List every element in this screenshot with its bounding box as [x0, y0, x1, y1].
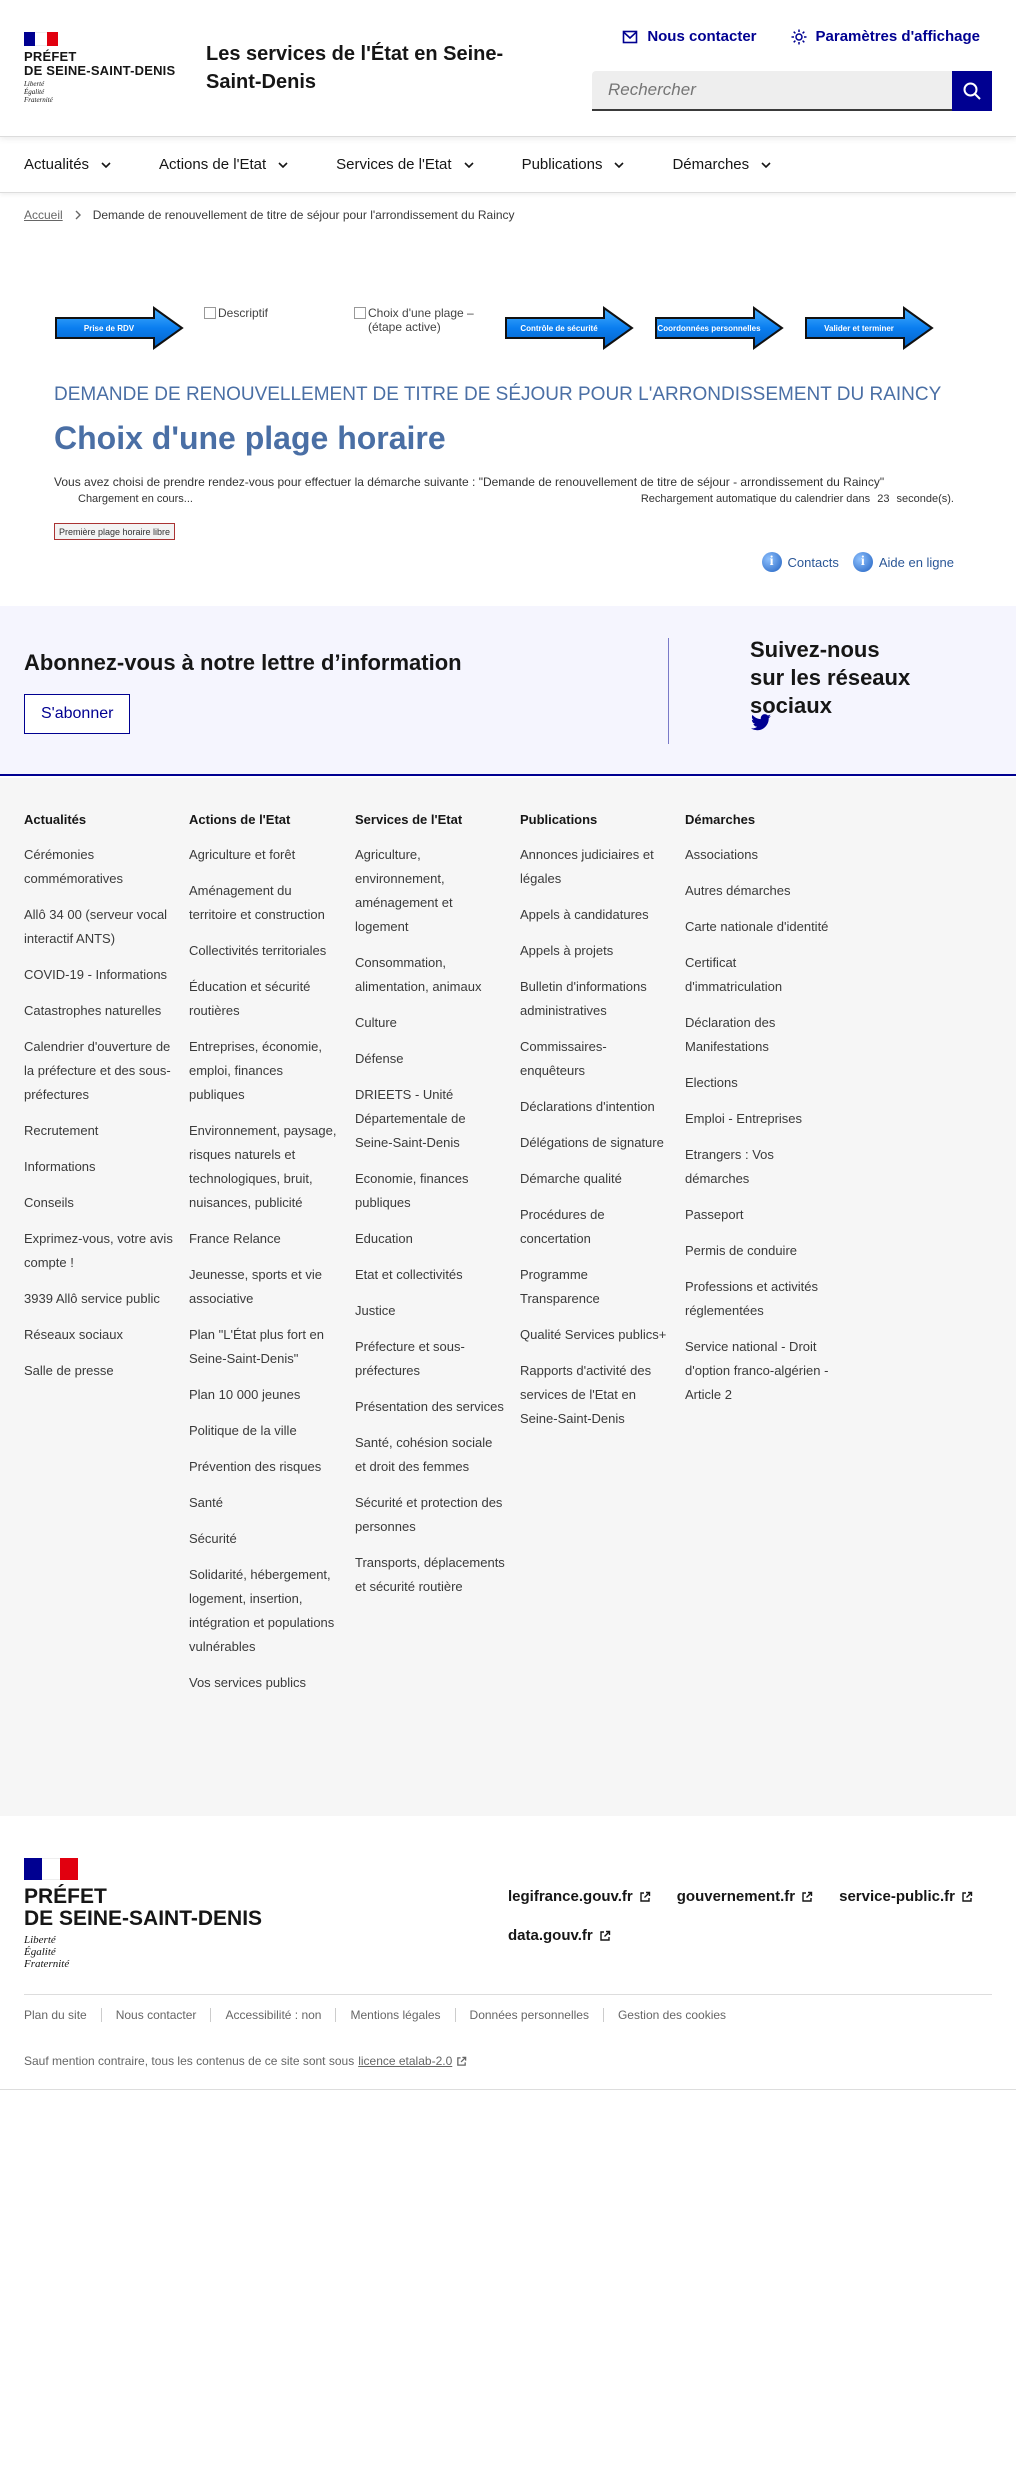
external-link-service-public[interactable] — [839, 1888, 973, 1905]
footer-link[interactable]: Salle de presse — [24, 1363, 114, 1378]
external-link-icon — [599, 1930, 611, 1942]
social-title-line2: sur les réseaux sociaux — [750, 665, 911, 718]
external-link-icon — [801, 1891, 813, 1903]
footer-link[interactable]: Déclaration des Manifestations — [685, 1015, 776, 1054]
rdv-description: Vous avez choisi de prendre rendez-vous pour effectuer la démarche suivante : "Demande de renouvellement de titre de séjour - arrondissement du Raincy" — [54, 475, 885, 489]
nav-item-actualites[interactable] — [24, 137, 111, 192]
legal-links — [24, 2008, 754, 2022]
info-icon: i — [853, 552, 873, 572]
external-link-label: legifrance.gouv.fr — [508, 1888, 633, 1905]
footer-link[interactable]: Justice — [355, 1303, 396, 1318]
footer-link[interactable]: Consommation, alimentation, animaux — [355, 955, 482, 994]
site-header — [0, 0, 1016, 137]
footer-link[interactable]: Bulletin d'informations administratives — [520, 979, 647, 1018]
site-name[interactable]: Les services de l'État en Seine-Saint-Denis — [206, 43, 504, 93]
footer-link[interactable]: COVID-19 - Informations — [24, 967, 168, 982]
search-bar — [592, 71, 992, 111]
footer-column-title: Actions de l'Etat — [189, 812, 291, 827]
chevron-down-icon — [101, 162, 111, 168]
newsletter-title: Abonnez-vous à notre lettre d’information — [24, 650, 462, 675]
nav-item-services[interactable] — [336, 137, 473, 192]
reload-prefix: Rechargement automatique du calendrier dans — [640, 493, 871, 505]
french-flag-icon — [24, 1858, 78, 1880]
footer-motto-liberte: Liberté — [24, 1934, 56, 1946]
legal-link-plan-du-site[interactable]: Plan du site — [24, 2008, 102, 2022]
external-link-label: service-public.fr — [839, 1888, 955, 1905]
footer-column-actualites — [24, 812, 174, 1395]
footer-link[interactable]: Calendrier d'ouverture de la préfecture et des sous-préfectures — [24, 1039, 171, 1102]
nav-label: Démarches — [672, 156, 750, 173]
first-slot-button[interactable]: Première plage horaire libre — [54, 523, 175, 540]
footer-links — [0, 778, 1016, 1816]
footer-link[interactable]: Professions et activités réglementées — [685, 1279, 818, 1318]
step-prise-rdv — [54, 306, 184, 350]
breadcrumb-current: Demande de renouvellement de titre de séjour pour l'arrondissement du Raincy — [92, 208, 515, 222]
divider — [668, 638, 669, 744]
footer-link[interactable]: Vos services publics — [189, 1675, 307, 1690]
legal-link-accessibilite[interactable]: Accessibilité : non — [225, 2008, 336, 2022]
breadcrumb — [24, 208, 515, 222]
nav-label: Services de l'Etat — [336, 156, 452, 173]
search-input[interactable] — [592, 71, 952, 111]
footer-link[interactable]: Sécurité — [189, 1531, 237, 1546]
subscribe-button[interactable]: S'abonner — [24, 694, 130, 734]
breadcrumb-home[interactable]: Accueil — [24, 208, 63, 222]
social-title — [750, 636, 990, 720]
external-link-icon — [456, 2056, 467, 2067]
step-label: Coordonnées personnelles — [657, 323, 761, 333]
search-button[interactable] — [952, 71, 992, 111]
footer-link[interactable]: Appels à projets — [520, 943, 614, 958]
footer-link[interactable]: Informations — [24, 1159, 96, 1174]
footer-link[interactable]: Certificat d'immatriculation — [685, 955, 783, 994]
main-nav — [0, 137, 1016, 193]
footer-link[interactable]: Programme Transparence — [520, 1267, 600, 1306]
legal-link-contact[interactable]: Nous contacter — [116, 2008, 212, 2022]
external-links — [508, 1888, 988, 1944]
licence-notice — [24, 2054, 467, 2068]
footer-link[interactable]: Agriculture, environnement, aménagement et logement — [355, 847, 453, 934]
nav-label: Publications — [521, 156, 603, 173]
nav-label: Actualités — [24, 156, 90, 173]
help-label: Aide en ligne — [878, 554, 954, 570]
help-links — [762, 552, 954, 572]
footer-link[interactable]: Allô 34 00 (serveur vocal interactif ANTS) — [24, 907, 168, 946]
chevron-down-icon — [761, 162, 771, 168]
loading-text: Chargement en cours... — [78, 493, 193, 505]
footer-link[interactable]: Permis de conduire — [685, 1243, 797, 1258]
footer-column-services — [355, 812, 505, 1611]
divider — [24, 1994, 992, 1995]
footer-column-title: Publications — [520, 812, 598, 827]
footer-link[interactable]: Culture — [355, 1015, 397, 1030]
footer-link[interactable]: 3939 Allô service public — [24, 1291, 160, 1306]
footer-link[interactable]: Commissaires-enquêteurs — [520, 1039, 607, 1078]
footer-link[interactable]: Préfecture et sous-préfectures — [355, 1339, 465, 1378]
footer-link[interactable]: Santé — [189, 1495, 223, 1510]
footer-logo-line2: DE SEINE-SAINT-DENIS — [24, 1907, 263, 1930]
footer-link[interactable]: Santé, cohésion sociale et droit des femmes — [355, 1435, 493, 1474]
nav-item-demarches[interactable] — [672, 137, 771, 192]
legal-link-donnees[interactable]: Données personnelles — [470, 2008, 604, 2022]
info-icon: i — [762, 552, 782, 572]
footer-link[interactable]: France Relance — [189, 1231, 281, 1246]
footer-link[interactable]: Politique de la ville — [189, 1423, 297, 1438]
step-coordonnees — [654, 306, 784, 350]
footer-link[interactable]: Economie, finances publiques — [355, 1171, 469, 1210]
chevron-down-icon — [614, 162, 624, 168]
newsletter-section — [0, 606, 1016, 776]
broken-image-icon — [354, 307, 366, 319]
footer-link[interactable]: Entreprises, économie, emploi, finances publiques — [189, 1039, 322, 1102]
step-label: Prise de RDV — [83, 323, 135, 333]
twitter-link[interactable] — [750, 714, 772, 737]
footer-link[interactable]: Conseils — [24, 1195, 74, 1210]
contacts-link[interactable] — [762, 552, 839, 572]
footer-link[interactable]: Annonces judiciaires et légales — [520, 847, 654, 886]
legal-link-mentions[interactable]: Mentions légales — [350, 2008, 455, 2022]
footer-link[interactable]: Procédures de concertation — [520, 1207, 605, 1246]
footer-link[interactable]: Aménagement du territoire et construction — [189, 883, 325, 922]
footer-link[interactable]: Exprimez-vous, votre avis compte ! — [24, 1231, 173, 1270]
twitter-icon — [750, 714, 772, 732]
footer-logo-line1: PRÉFET — [24, 1885, 107, 1908]
footer-link[interactable]: Qualité Services publics+ — [520, 1327, 667, 1342]
reload-countdown — [641, 493, 954, 505]
footer-column-demarches — [685, 812, 835, 1419]
footer-link[interactable]: Réseaux sociaux — [24, 1327, 123, 1342]
logo[interactable] — [24, 32, 179, 104]
search-icon — [962, 81, 982, 101]
external-link-label: data.gouv.fr — [508, 1927, 593, 1944]
nav-item-publications[interactable] — [522, 137, 625, 192]
social-title-line1: Suivez-nous — [750, 637, 880, 662]
external-link-label: gouvernement.fr — [676, 1888, 796, 1905]
logo-motto-liberte: Liberté — [24, 80, 45, 88]
footer-link[interactable]: Elections — [685, 1075, 738, 1090]
logo-title-line1: PRÉFET — [24, 49, 77, 64]
reload-suffix: seconde(s). — [896, 493, 954, 505]
footer-link[interactable]: Prévention des risques — [189, 1459, 322, 1474]
footer-column-publications — [520, 812, 670, 1443]
footer-link[interactable]: Autres démarches — [685, 883, 791, 898]
footer-link[interactable]: Présentation des services — [355, 1399, 504, 1414]
external-link-gouvernement[interactable] — [677, 1888, 813, 1905]
header-tools — [622, 28, 980, 45]
footer-column-title: Démarches — [685, 812, 756, 827]
external-link-icon — [639, 1891, 651, 1903]
footer-link[interactable]: Transports, déplacements et sécurité routière — [355, 1555, 505, 1594]
step-label: Contrôle de sécurité — [520, 323, 598, 333]
footer-link[interactable]: Education — [355, 1231, 413, 1246]
footer-link[interactable]: Passeport — [685, 1207, 744, 1222]
footer-link[interactable]: Carte nationale d'identité — [685, 919, 829, 934]
step-label: Choix d'une plage – (étape active) — [368, 306, 474, 334]
footer-link[interactable]: Catastrophes naturelles — [24, 1003, 162, 1018]
display-settings-button[interactable] — [791, 28, 980, 45]
external-link-data-gouv[interactable] — [508, 1927, 611, 1944]
logo-motto-egalite: Égalité — [24, 88, 45, 96]
footer-link[interactable]: Délégations de signature — [520, 1135, 664, 1150]
footer-column-title: Actualités — [24, 812, 87, 827]
mail-icon — [622, 30, 638, 44]
nav-item-actions[interactable] — [159, 137, 288, 192]
footer-link[interactable]: Défense — [355, 1051, 404, 1066]
step-valider — [804, 306, 934, 350]
display-settings-label: Paramètres d'affichage — [815, 28, 980, 45]
footer-link[interactable]: Appels à candidatures — [520, 907, 649, 922]
footer-link[interactable]: Éducation et sécurité routières — [189, 979, 311, 1018]
footer-logo[interactable] — [24, 1858, 262, 1970]
site-footer — [0, 1816, 1016, 2090]
footer-motto-fraternite: Fraternité — [24, 1958, 70, 1970]
sun-icon — [791, 29, 807, 45]
footer-link[interactable]: Etat et collectivités — [355, 1267, 463, 1282]
logo-title-line2: DE SEINE-SAINT-DENIS — [24, 63, 176, 78]
footer-link[interactable]: Agriculture et forêt — [189, 847, 296, 862]
reload-seconds: 23 — [877, 493, 890, 505]
nav-label: Actions de l'Etat — [159, 156, 267, 173]
contact-label: Nous contacter — [647, 28, 757, 45]
footer-link[interactable]: DRIEETS - Unité Départementale de Seine-Saint-Denis — [355, 1087, 466, 1150]
footer-link[interactable]: Environnement, paysage, risques naturels et technologiques, bruit, nuisances, publicité — [189, 1123, 337, 1210]
licence-link-label: licence etalab-2.0 — [358, 2054, 453, 2068]
footer-link[interactable]: Service national - Droit d'option franco-algérien - Article 2 — [685, 1339, 829, 1402]
footer-link[interactable]: Déclarations d'intention — [520, 1099, 655, 1114]
footer-link[interactable]: Sécurité et protection des personnes — [355, 1495, 503, 1534]
help-link[interactable] — [853, 552, 954, 572]
licence-text: Sauf mention contraire, tous les contenus de ce site sont sous — [24, 2054, 355, 2068]
footer-link[interactable]: Rapports d'activité des services de l'Etat en Seine-Saint-Denis — [520, 1363, 652, 1426]
booking-steps — [54, 300, 954, 360]
external-link-icon — [961, 1891, 973, 1903]
french-flag-icon — [24, 32, 58, 46]
footer-link[interactable]: Plan "L'État plus fort en Seine-Saint-Denis" — [189, 1327, 325, 1366]
footer-link[interactable]: Cérémonies commémoratives — [24, 847, 123, 886]
step-label: Valider et terminer — [824, 323, 894, 333]
external-link-legifrance[interactable] — [508, 1888, 651, 1905]
legal-link-cookies[interactable]: Gestion des cookies — [617, 2008, 727, 2022]
step-controle-securite — [504, 306, 634, 350]
footer-link[interactable]: Associations — [685, 847, 758, 862]
footer-link[interactable]: Recrutement — [24, 1123, 99, 1138]
footer-link[interactable]: Plan 10 000 jeunes — [189, 1387, 301, 1402]
logo-motto-fraternite: Fraternité — [24, 96, 53, 104]
footer-column-actions — [189, 812, 339, 1707]
footer-column-title: Services de l'Etat — [355, 812, 463, 827]
footer-link[interactable]: Collectivités territoriales — [189, 943, 327, 958]
footer-link[interactable]: Démarche qualité — [520, 1171, 622, 1186]
chevron-down-icon — [464, 162, 474, 168]
chevron-right-icon — [75, 210, 81, 220]
step-descriptif — [204, 306, 324, 320]
chevron-down-icon — [278, 162, 288, 168]
step-label: Descriptif — [218, 306, 269, 320]
step-choix-plage — [354, 306, 489, 334]
licence-link[interactable] — [358, 2054, 467, 2068]
page-title: Choix d'une plage horaire — [54, 420, 446, 456]
footer-link[interactable]: Emploi - Entreprises — [685, 1111, 803, 1126]
broken-image-icon — [204, 307, 216, 319]
footer-link[interactable]: Etrangers : Vos démarches — [685, 1147, 774, 1186]
contacts-label: Contacts — [787, 554, 839, 570]
contact-link[interactable] — [622, 28, 756, 45]
footer-link[interactable]: Solidarité, hébergement, logement, insertion, intégration et populations vulnérables — [189, 1567, 335, 1654]
footer-motto-egalite: Égalité — [24, 1946, 56, 1958]
footer-link[interactable]: Jeunesse, sports et vie associative — [189, 1267, 322, 1306]
rdv-subtitle: DEMANDE DE RENOUVELLEMENT DE TITRE DE SÉJOUR POUR L'ARRONDISSEMENT DU RAINCY — [54, 384, 942, 405]
